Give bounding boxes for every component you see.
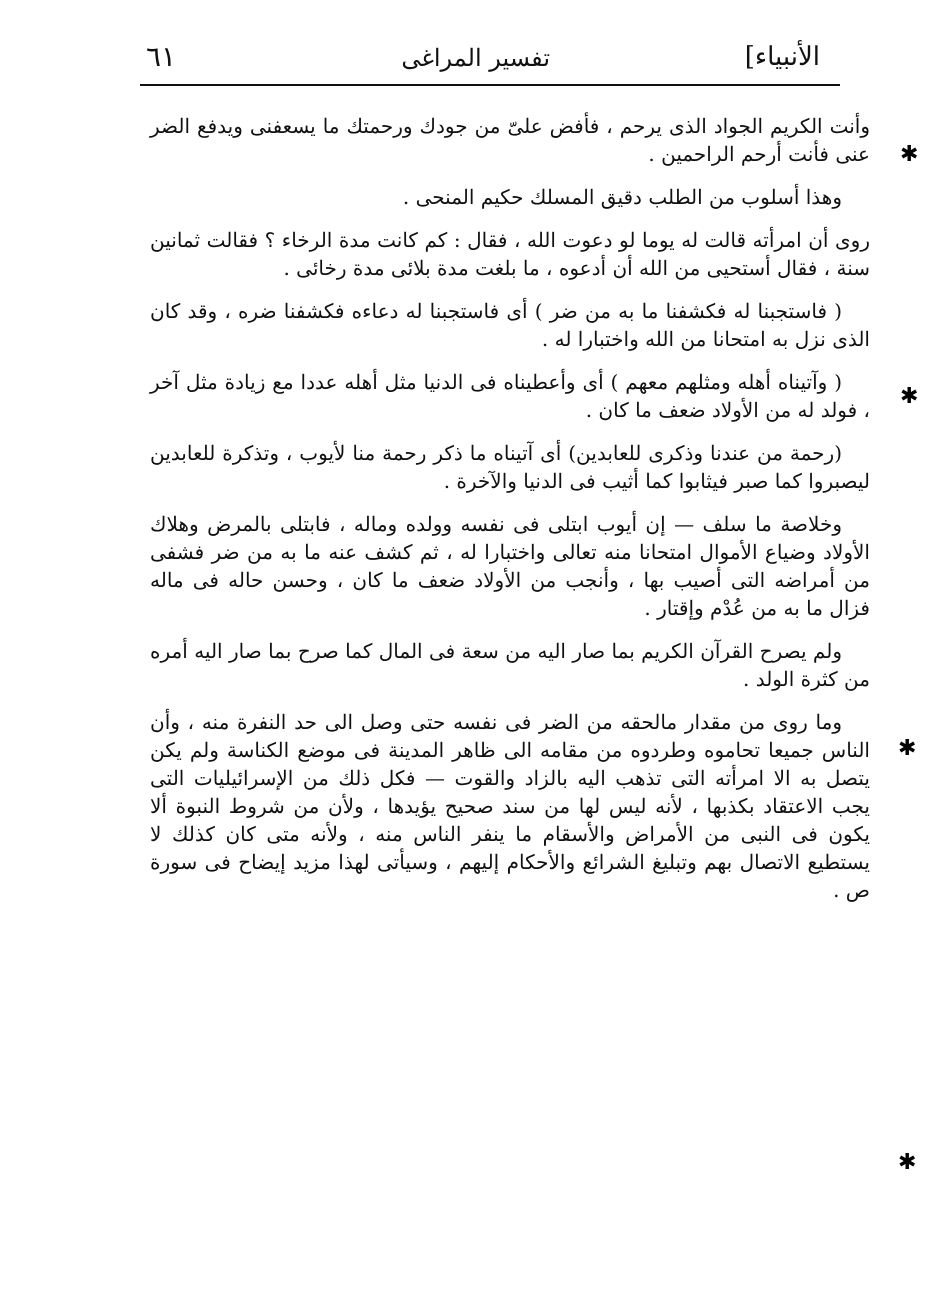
paragraph: وخلاصة ما سلف — إن أيوب ابتلى فى نفسه وولده وماله ، فابتلى بالمرض وهلاك الأولاد وضياع الأموال امتحانا منه تعالى واختبارا له ، ثم كشف عنه ما به من ضر فشفى من أمراضه التى أصيب بها ، وأنجب من الأولاد ضعف ما كان ، وحسن حاله فى ماله فزال ما به من عُدْم وإقتار . bbox=[150, 512, 870, 620]
surah-name: الأنبياء] bbox=[744, 42, 820, 72]
header-rule bbox=[140, 84, 840, 86]
paragraph: وأنت الكريم الجواد الذى يرحم ، فأفض علىّ من جودك ورحمتك ما يسعفنى ويدفع الضر عنى فأنت أرحم الراحمين . bbox=[150, 114, 870, 166]
margin-mark-icon: ✱ bbox=[898, 1150, 917, 1175]
body-text bbox=[150, 112, 870, 919]
page-number: ٦١ bbox=[146, 40, 177, 73]
paragraph: (رحمة من عندنا وذكرى للعابدين) أى آتيناه ما ذكر رحمة منا لأيوب ، وتذكرة للعابدين ليصبروا كما صبر فيثابوا كما أثيب فى الدنيا والآخرة . bbox=[150, 441, 870, 493]
paragraph: ( فاستجبنا له فكشفنا ما به من ضر ) أى فاستجبنا له دعاءه فكشفنا ضره ، وقد كان الذى نزل به امتحانا من الله واختبارا له . bbox=[150, 299, 870, 351]
page-header bbox=[140, 28, 840, 90]
margin-mark-icon: ✱ bbox=[900, 142, 919, 167]
paragraph: وما روى من مقدار مالحقه من الضر فى نفسه حتى وصل الى حد النفرة منه ، وأن الناس جميعا تحاموه وطردوه من مقامه الى ظاهر المدينة فى موضع الكناسة ولم يكن يتصل به الا امرأته التى تذهب اليه بالزاد والقوت — فكل ذلك من الإسرائيليات التى يجب الاعتقاد بكذبها ، لأنه ليس لها من سند صحيح يؤيدها ، ولأن من شروط النبوة ألا يكون فى النبى من الأمراض والأسقام ما ينفر الناس منه ، ولأنه متى كان كذلك لا يستطيع الاتصال بهم وتبليغ الشرائع والأحكام إليهم ، وسيأتى لهذا مزيد إيضاح فى سورة ص . bbox=[150, 710, 870, 902]
paragraph: وهذا أسلوب من الطلب دقيق المسلك حكيم المنحى . bbox=[402, 185, 842, 209]
book-title: تفسير المراغى bbox=[401, 44, 550, 72]
paragraph: ولم يصرح القرآن الكريم بما صار اليه من سعة فى المال كما صرح بما صار اليه أمره من كثرة الولد . bbox=[150, 639, 870, 691]
paragraph: روى أن امرأته قالت له يوما لو دعوت الله ، فقال : كم كانت مدة الرخاء ؟ فقالت ثمانين سنة ، فقال أستحيى من الله أن أدعوه ، ما بلغت مدة بلائى مدة رخائى . bbox=[150, 228, 870, 280]
paragraph: ( وآتيناه أهله ومثلهم معهم ) أى وأعطيناه فى الدنيا مثل أهله عددا مع زيادة مثل آخر ، فولد له من الأولاد ضعف ما كان . bbox=[150, 370, 870, 422]
margin-mark-icon: ✱ bbox=[900, 384, 919, 409]
margin-mark-icon: ✱ bbox=[898, 736, 917, 761]
